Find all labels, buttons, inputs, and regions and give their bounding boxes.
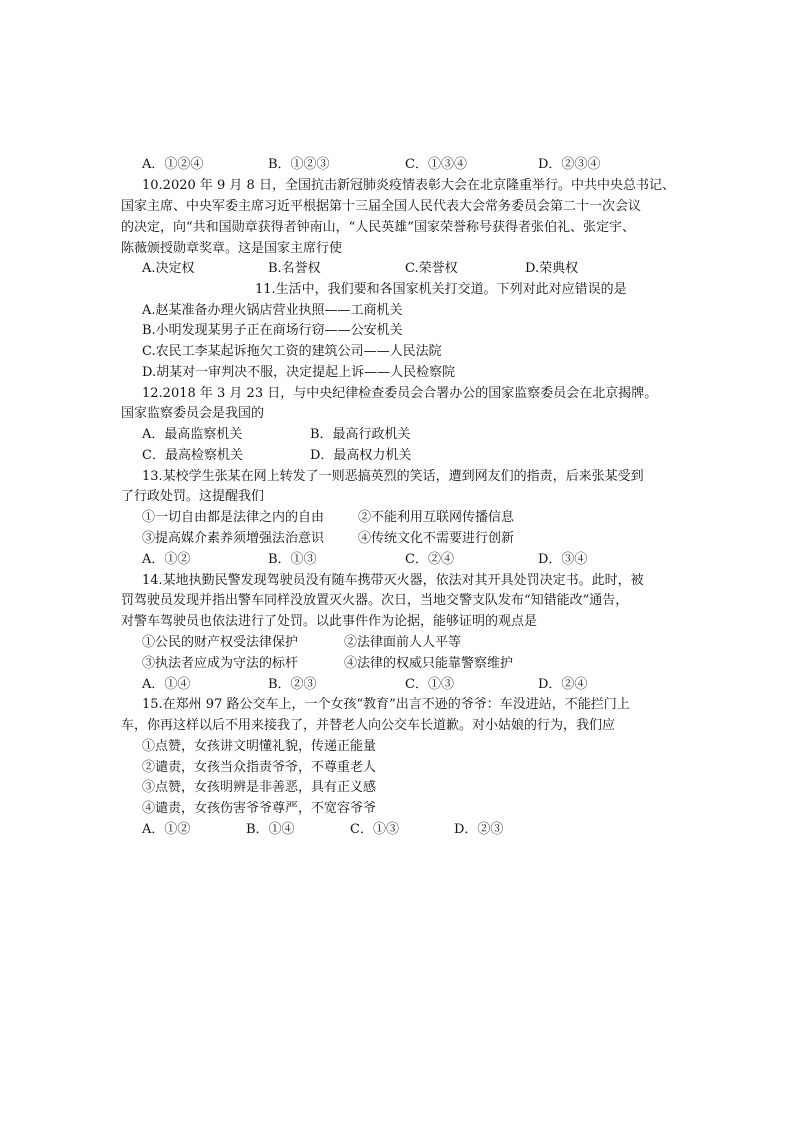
q9-option-b: B．①②③ [268,157,330,172]
q10-option-a: A.决定权 [142,261,195,276]
q15-item-4: ④谴责，女孩伤害爷爷尊严，不宽容爷爷 [142,801,377,816]
q11-option-c: C.农民工李某起诉拖欠工资的建筑公司——人民法院 [142,344,442,359]
q14-item-1: ①公民的财产权受法律保护 [142,635,299,650]
q13-stem-line: 了行政处罚。这提醒我们 [121,489,265,504]
q15-option-a: A．①② [142,822,191,837]
q11-option-a: A.赵某准备办理火锅店营业执照——工商机关 [142,303,403,318]
q13-option-d: D．③④ [538,552,588,567]
q10-option-d: D.荣典权 [525,261,579,276]
q13-item-1: ①一切自由都是法律之内的自由 [142,510,325,525]
q14-option-c: C．①③ [405,677,454,692]
q13-option-a: A．①② [142,552,191,567]
q15-item-2: ②谴责，女孩当众指责爷爷，不尊重老人 [142,760,377,775]
q15-option-d: D．②③ [454,822,504,837]
q13-option-b: B．①③ [268,552,317,567]
q11-stem: 11.生活中，我们要和各国家机关打交道。下列对此对应错误的是 [255,282,627,297]
q10-stem-line: 的决定，向“共和国勋章获得者钟南山，“人民英雄”国家荣誉称号获得者张伯礼、张定宇、 [121,220,635,235]
q9-option-a: A．①②④ [142,157,204,172]
q14-item-3: ③执法者应成为守法的标杆 [142,656,299,671]
q12-option-b: B．最高行政机关 [310,427,411,442]
q13-item-4: ④传统文化不需要进行创新 [358,531,515,546]
q12-stem-line: 国家监察委员会是我国的 [121,406,265,421]
q15-item-1: ①点赞，女孩讲文明懂礼貌，传递正能量 [142,739,377,754]
q15-stem-line: 车，你再这样以后不用来接我了，并替老人向公交车长道歉。对小姑娘的行为，我们应 [121,718,616,733]
q14-option-d: D．②④ [538,677,588,692]
q10-option-b: B.名誉权 [268,261,321,276]
q11-option-b: B.小明发现某男子正在商场行窃——公安机关 [142,323,403,338]
q15-option-c: C．①③ [350,822,399,837]
q14-item-4: ④法律的权威只能靠警察维护 [344,656,514,671]
q10-stem-line: 陈薇颁授勋章奖章。这是国家主席行使 [121,241,343,256]
q14-option-b: B．②③ [268,677,317,692]
q10-option-c: C.荣誉权 [405,261,458,276]
q12-option-a: A．最高监察机关 [142,427,243,442]
q15-option-b: B．①④ [246,822,295,837]
q9-option-c: C．①③④ [405,157,467,172]
q9-option-d: D．②③④ [538,157,601,172]
q13-item-3: ③提高媒介素养须增强法治意识 [142,531,325,546]
q11-option-d: D.胡某对一审判决不服，决定提起上诉——人民检察院 [142,365,456,380]
q13-item-2: ②不能利用互联网传播信息 [358,510,515,525]
q13-stem-line: 13.某校学生张某在网上转发了一则恶搞英烈的笑话，遭到网友们的指责，后来张某受到 [142,469,644,484]
q14-item-2: ②法律面前人人平等 [344,635,462,650]
q15-item-3: ③点赞，女孩明辨是非善恶，具有正义感 [142,780,377,795]
q10-stem-line: 10.2020 年 9 月 8 日，全国抗击新冠肺炎疫情表彰大会在北京隆重举行。中共中央总书记、 [142,178,675,193]
q12-option-c: C．最高检察机关 [142,448,243,463]
q10-stem-line: 国家主席、中央军委主席习近平根据第十三届全国人民代表大会常务委员会第二十一次会议 [121,199,642,214]
q15-stem-line: 15.在郑州 97 路公交车上，一个女孩“教育”出言不逊的爷爷：车没进站，不能拦门上 [142,697,630,712]
q14-stem-line: 对警车驾驶员也依法进行了处罚。以此事件作为论据，能够证明的观点是 [121,614,538,629]
q14-stem-line: 罚驾驶员发现并指出警车同样没放置灭火器。次日，当地交警支队发布“知错能改”通告， [121,593,629,608]
q12-option-d: D．最高权力机关 [310,448,412,463]
q12-stem-line: 12.2018 年 3 月 23 日，与中央纪律检查委员会合署办公的国家监察委员会在北京揭牌。 [142,386,658,401]
q14-option-a: A．①④ [142,677,191,692]
q13-option-c: C．②④ [405,552,454,567]
q14-stem-line: 14.某地执勤民警发现驾驶员没有随车携带灭火器，依法对其开具处罚决定书。此时，被 [142,573,644,588]
